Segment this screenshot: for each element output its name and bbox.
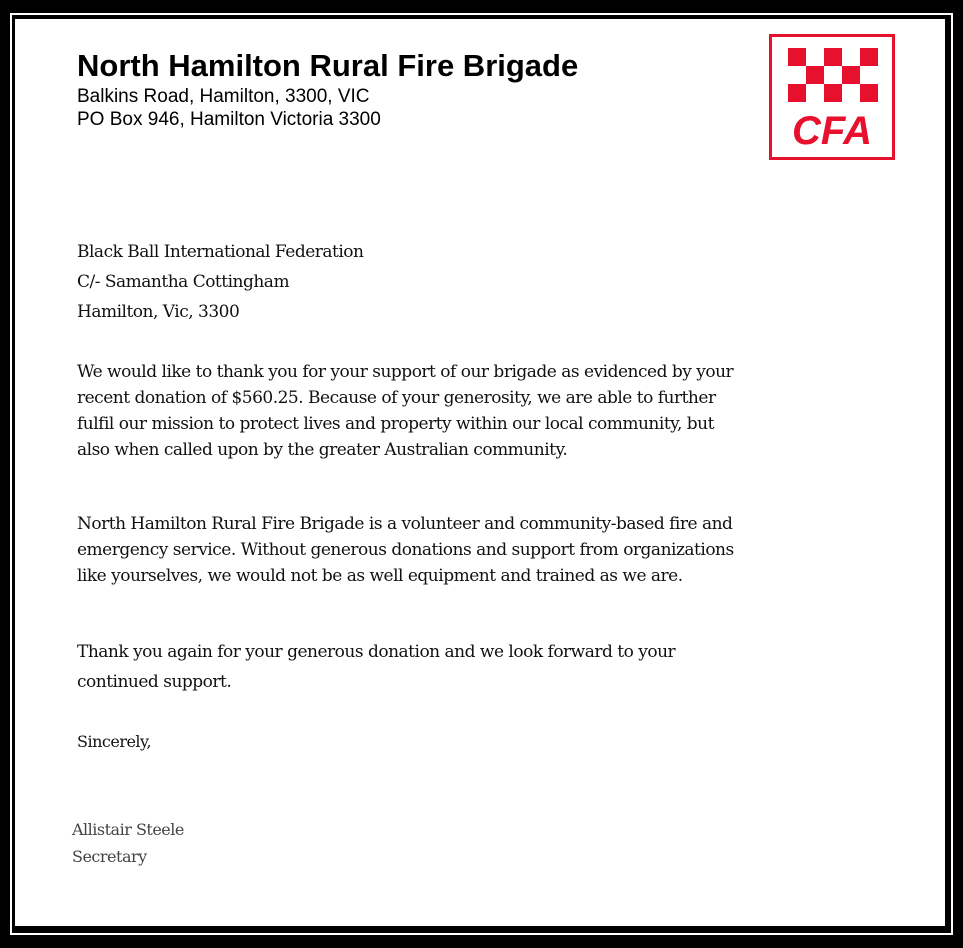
postal-address: PO Box 946, Hamilton Victoria 3300 <box>77 109 381 130</box>
cfa-logo-graphic <box>772 37 892 157</box>
cfa-logo-text: CFA <box>792 109 872 153</box>
paragraph-line: like yourselves, we would not be as well equipment and trained as we are. <box>77 566 683 586</box>
recipient-city: Hamilton, Vic, 3300 <box>77 302 240 322</box>
paragraph-about <box>77 511 877 589</box>
closing-salutation: Sincerely, <box>77 732 152 751</box>
paragraph-line: emergency service. Without generous donations and support from organizations <box>77 540 734 560</box>
recipient-address <box>77 237 363 327</box>
paragraph-line: fulfil our mission to protect lives and property within our local community, but <box>77 414 714 434</box>
signature-block <box>72 816 184 870</box>
paragraph-line: recent donation of $560.25. Because of your generosity, we are able to further <box>77 388 716 408</box>
paragraph-line: Thank you again for your generous donation and we look forward to your <box>77 642 676 662</box>
street-address: Balkins Road, Hamilton, 3300, VIC <box>77 86 370 107</box>
recipient-org: Black Ball International Federation <box>77 242 364 262</box>
letter-page <box>15 19 945 926</box>
paragraph-line: also when called upon by the greater Australian community. <box>77 440 568 460</box>
paragraph-line: North Hamilton Rural Fire Brigade is a volunteer and community-based fire and <box>77 514 733 534</box>
paragraph-thanks <box>77 359 877 463</box>
paragraph-closing <box>77 637 877 697</box>
signatory-name: Allistair Steele <box>72 820 184 839</box>
cfa-logo <box>769 34 895 160</box>
paragraph-line: We would like to thank you for your support of our brigade as evidenced by your <box>77 362 734 382</box>
letterhead <box>77 47 578 131</box>
signatory-title: Secretary <box>72 847 147 866</box>
recipient-contact: C/- Samantha Cottingham <box>77 272 290 292</box>
checker-pattern <box>788 48 878 102</box>
org-name: North Hamilton Rural Fire Brigade <box>77 48 579 83</box>
paragraph-line: continued support. <box>77 672 232 692</box>
